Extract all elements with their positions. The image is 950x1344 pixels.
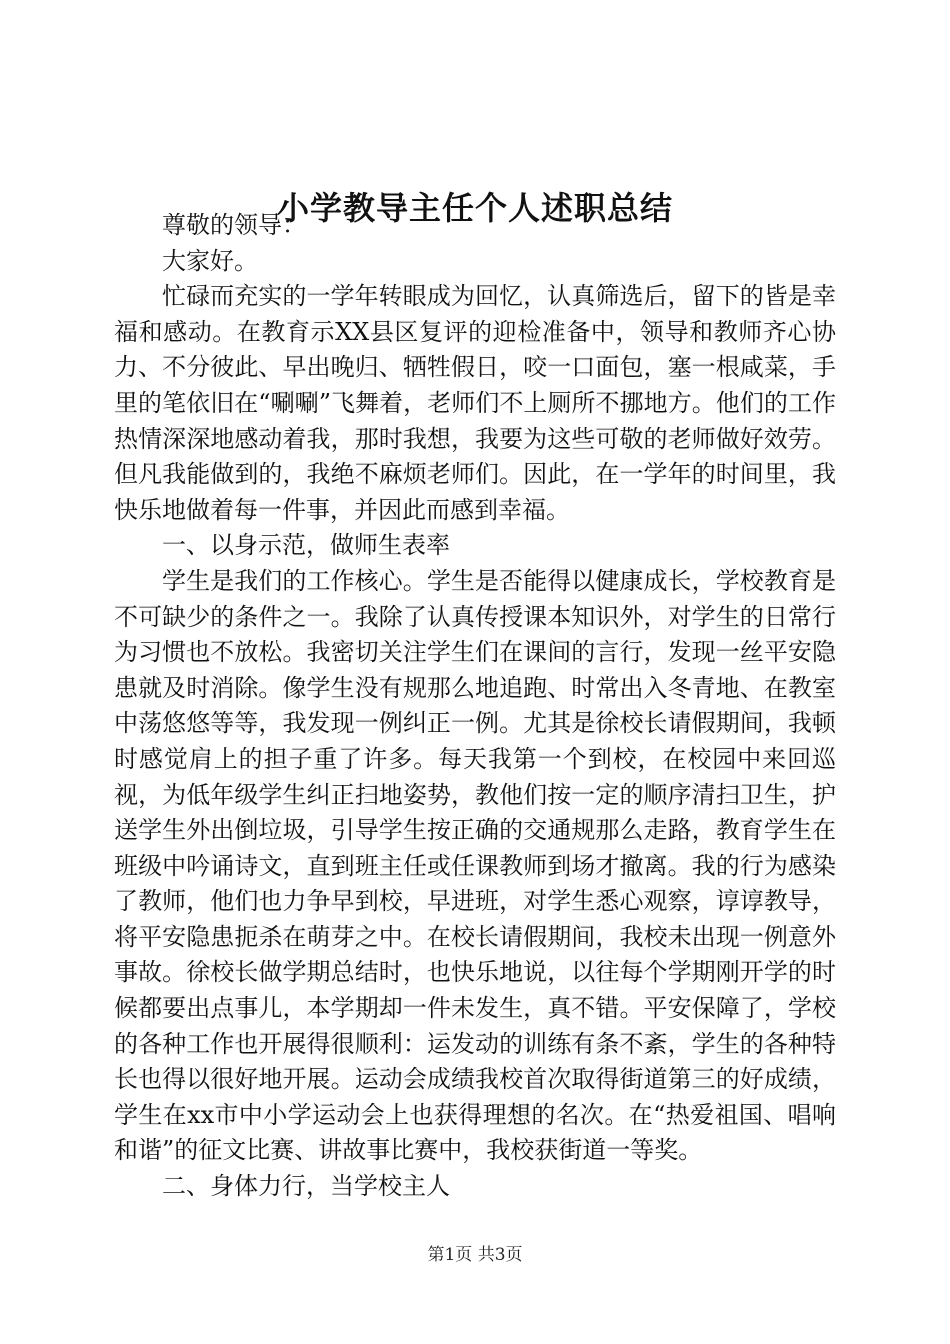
section-heading-1: 一、以身示范，做师生表率 [162, 531, 450, 560]
page-number-footer: 第1页 共3页 [427, 1245, 523, 1265]
document-title: 小学教导主任个人述职总结 [276, 189, 673, 227]
salutation: 尊敬的领导： [162, 211, 306, 239]
section-heading-2: 二、身体力行，当学校主人 [162, 1172, 450, 1201]
document-body [114, 208, 836, 1205]
greeting: 大家好。 [162, 246, 258, 275]
section-1-paragraph: 学生是我们的工作核心。学生是否能得以健康成长，学校教育是不可缺少的条件之一。我除了认真传授课本知识外，对学生的日常行为习惯也不放松。我密切关注学生们在课间的言行，发现一丝平安隐患就及时消除。像学生没有规那么地追跑、时常出入冬青地、在教室中荡悠悠等等，我发现一例纠正一例。尤其是徐校长请假期间，我顿时感觉肩上的担子重了许多。每天我第一个到校，在校园中来回巡视，为低年级学生纠正扫地姿势，教他们按一定的顺序清扫卫生，护送学生外出倒垃圾，引导学生按正确的交通规那么走路，教育学生在班级中吟诵诗文，直到班主任或任课教师到场才撤离。我的行为感染了教师，他们也力争早到校，早进班，对学生悉心观察，谆谆教导，将平安隐患扼杀在萌芽之中。在校长请假期间，我校未出现一例意外事故。徐校长做学期总结时，也快乐地说，以往每个学期刚开学的时候都要出点事儿，本学期却一件未发生，真不错。平安保障了，学校的各种工作也开展得很顺利：运发动的训练有条不紊，学生的各种特长也得以很好地开展。运动会成绩我校首次取得街道第三的好成绩，学生在xx市中小学运动会上也获得理想的名次。在“热爱祖国、唱响和谐”的征文比赛、讲故事比赛中，我校获街道一等奖。 [114, 566, 836, 1165]
intro-paragraph: 忙碌而充实的一学年转眼成为回忆，认真筛选后，留下的皆是幸福和感动。在教育示XX县区复评的迎检准备中，领导和教师齐心协力、不分彼此、早出晚归、牺牲假日，咬一口面包，塞一根咸菜，手里的笔依旧在“唰唰”飞舞着，老师们不上厕所不挪地方。他们的工作热情深深地感动着我，那时我想，我要为这些可敬的老师做好效劳。但凡我能做到的，我绝不麻烦老师们。因此，在一学年的时间里，我快乐地做着每一件事，并因此而感到幸福。 [114, 282, 836, 524]
